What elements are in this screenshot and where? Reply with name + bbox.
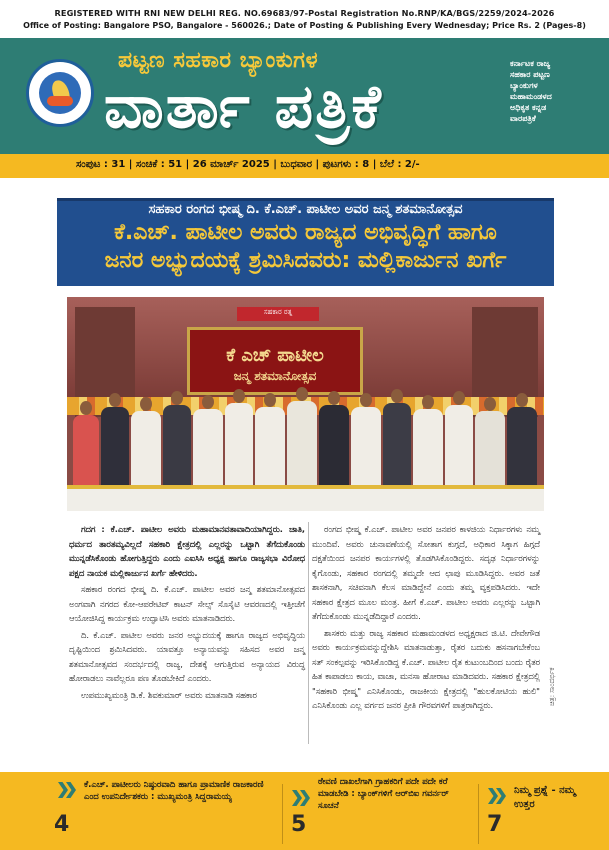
masthead-side-text (510, 58, 602, 124)
side-text-line: ಕರ್ನಾಟಕ ರಾಜ್ಯ (510, 59, 551, 68)
side-text-line: ಸಹಕಾರ ಪಟ್ಟಣ (510, 70, 550, 79)
teaser-divider (282, 784, 283, 844)
photo-banner-text-1: ಕೆ ಎಚ್ ಪಾಟೀಲ (226, 345, 324, 366)
photo-credit: ಚಿತ್ರ: ಸಾಂದರ್ಭಿಕ (548, 667, 556, 706)
photo-head (516, 393, 528, 407)
registration-line-2: Office of Posting: Bangalore PSO, Bangalore - 560026.; Date of Posting & Publishing Every Wednesday; Price Rs. 2 (Pages-8) (23, 21, 586, 30)
teaser-text[interactable]: ಠೇವಣಿ ದಾಖಲೆಗಾಗಿ ಗ್ರಾಹಕರಿಗೆ ಪದೇ ಪದೇ ಕರೆ ಮಾಡಬೇಡಿ : ಬ್ಯಾಂಕ್‌ಗಳಿಗೆ ಆರ್‌ಬಿಐ ಗವರ್ನರ್ ಸೂಚನೆ (318, 777, 449, 811)
article-paragraph: ಸಹಕಾರ ರಂಗದ ಭೀಷ್ಮ ದಿ. ಕೆ.ಎಚ್. ಪಾಟೀಲ ಅವರ ಜನ್ಮ ಶತಮಾನೋತ್ಸವದ ಅಂಗವಾಗಿ ನಗರದ ಕೋ-ಆಪರೇಟಿವ್ ಕಾಟನ್ ಸೇಲ್ಸ್ ಸೊಸೈಟಿ ಆವರಣದಲ್ಲಿ ಇತ್ತೀಚೆಗೆ ಆಯೋಜಿಸಿದ್ದ ಕಾರ್ಯಕ್ರಮ ಉದ್ಘಾಟಿಸಿ ಅವರು ಮಾತನಾಡಿದರು. (69, 584, 305, 623)
dateline: ಸಂಪುಟ : 31 | ಸಂಚಿಕೆ : 51 | 26 ಮಾರ್ಚ್ 2025 | ಬುಧವಾರ | ಪುಟಗಳು : 8 | ಬೆಲೆ : 2/- (76, 159, 420, 170)
photo-head (391, 389, 403, 403)
column-divider (308, 522, 309, 744)
photo-head (140, 397, 152, 411)
photo-person (445, 405, 473, 485)
registration-line-1: REGISTERED WITH RNI NEW DELHI REG. NO.69683/97-Postal Registration No.RNP/KA/BGS/2259/2024-2026 (54, 8, 555, 18)
photo-person (383, 403, 411, 485)
photo-person (101, 407, 129, 485)
photo-head (296, 387, 308, 401)
photo-person (225, 403, 253, 485)
article-paragraph: ಉಪಮುಖ್ಯಮಂತ್ರಿ ಡಿ.ಕೆ. ಶಿವಕುಮಾರ್ ಅವರು ಮಾತನಾಡಿ ಸಹಕಾರ (81, 689, 257, 700)
photo-sign-text: ಸಹಕಾರ ರತ್ನ (263, 308, 293, 316)
logo-emblem-icon (39, 72, 81, 114)
photo-person (413, 409, 443, 485)
chevron-right-icon (58, 780, 78, 800)
photo-person (287, 401, 317, 485)
photo-person (475, 411, 505, 485)
chevron-right-icon (292, 788, 312, 808)
teaser-page-number[interactable]: 7 (487, 812, 503, 837)
photo-head (422, 395, 434, 409)
photo-head (484, 397, 496, 411)
handshake-icon (47, 96, 73, 106)
photo-person (73, 415, 99, 485)
masthead-title: ವಾರ್ತಾ ಪತ್ರಿಕೆ (104, 72, 383, 142)
photo-head (453, 391, 465, 405)
article-paragraph: ಶಾಸಕರು ಮತ್ತು ರಾಜ್ಯ ಸಹಕಾರ ಮಹಾಮಂಡಳದ ಅಧ್ಯಕ್ಷರಾದ ಜಿ.ಟಿ. ದೇವೇಗೌಡ ಅವರು ಕಾರ್ಯಕ್ರಮವನ್ನುದ್ದೇಶಿಸಿ ಮಾತನಾಡುತ್ತಾ, ರೈತರ ಬದುಕು ಹಸನಾಗಬೇಕೆಂಬ ಸತ್ ಸಂಕಲ್ಪವನ್ನು ಇರಿಸಿಕೊಂಡಿದ್ದ ಕೆ.ಎಚ್. ಪಾಟೀಲ ರೈತ ಕುಟುಂಬದಿಂದ ಬಂದು ರೈತರ ಹಿತ ಕಾಪಾಡಲು ಕಾಯ, ವಾಚಾ, ಮನಸಾ ಹೋರಾಟ ಮಾಡಿದವರು. ಸಹಕಾರ ಕ್ಷೇತ್ರದಲ್ಲಿ "ಸಹಕಾರಿ ಭೀಷ್ಮ" ಎನಿಸಿಕೊಂಡು, ರಾಜಕೀಯ ಕ್ಷೇತ್ರದಲ್ಲಿ "ಹುಲಕೋಟಿಯ ಹುಲಿ" ಎನಿಸಿಕೊಂಡು ಎಲ್ಲ ವರ್ಗದ ಜನರ ಪ್ರೀತಿ ಗೌರವಗಳಿಗೆ ಪಾತ್ರರಾಗಿದ್ದರು. (312, 627, 540, 710)
article-column-1 (69, 522, 305, 704)
story-kicker: ಸಹಕಾರ ರಂಗದ ಭೀಷ್ಮ ದಿ. ಕೆ.ಎಚ್. ಪಾಟೀಲ ಅವರ ಜನ್ಮ ಶತಮಾನೋತ್ಸವ (148, 202, 463, 217)
photo-person (255, 407, 285, 485)
photo-person (193, 409, 223, 485)
photo-head (80, 401, 92, 415)
teaser-page-number[interactable]: 5 (291, 812, 307, 837)
side-text-line: ಅಧಿಕೃತ ಕನ್ನಡ (510, 103, 547, 112)
photo-head (233, 389, 245, 403)
chevron-right-icon (488, 786, 508, 806)
photo-person (507, 407, 537, 485)
event-photo (67, 297, 544, 511)
article-paragraph: ರಂಗದ ಭೀಷ್ಮ ಕೆ.ಎಚ್. ಪಾಟೀಲ ಅವರ ಜನಪರ ಕಾಳಜಿಯ ನಿರ್ಧಾರಗಳು ನಮ್ಮ ಮುಂದಿವೆ. ಅವರು ಚುನಾವಣೆಯಲ್ಲಿ ಸೋತಾಗ ಕುಗ್ಗದೆ, ಅಧಿಕಾರ ಸಿಕ್ಕಾಗ ಹಿಗ್ಗದೆ ದಕ್ಷತೆಯಿಂದ ಜನಪರ ಕಾರ್ಯಗಳಲ್ಲಿ ತೊಡಗಿಸಿಕೊಂಡಿದ್ದರು. ಸದೃಢ ನಿರ್ಧಾರಗಳನ್ನು ಕೈಗೊಂಡು, ಸಹಕಾರ ರಂಗದಲ್ಲಿ ತಮ್ಮದೇ ಆದ ಛಾಪು ಮೂಡಿಸಿದ್ದರು. ಅವರ ಜತೆ ಶಾಸಕನಾಗಿ, ಸಚಿವನಾಗಿ ಕೆಲಸ ಮಾಡಿದ್ದೇನೆ ಎಂದು ತಮ್ಮ ವ್ಯಕ್ತಪಡಿಸಿದರು. ಇದೇ ಸಹಕಾರ ಕ್ಷೇತ್ರದ ಮೂಲ ಮಂತ್ರ. ಹೀಗೆ ಕೆ.ಎಚ್. ಪಾಟೀಲ ಅವರು ಎಲ್ಲರನ್ನು ಒಟ್ಟಾಗಿ ತೆಗೆದುಕೊಂಡು ಮುನ್ನಡೆದಿದ್ದಾರೆ ಎಂದರು. (312, 524, 540, 621)
photo-head (202, 395, 214, 409)
masthead-subtitle: ಪಟ್ಟಣ ಸಹಕಾರ ಬ್ಯಾಂಕುಗಳ (118, 48, 319, 73)
side-text-line: ಬ್ಯಾಂಕುಗಳ (510, 81, 538, 90)
headline-line-2: ಜನರ ಅಭ್ಯುದಯಕ್ಕೆ ಶ್ರಮಿಸಿದವರು: ಮಲ್ಲಿಕಾರ್ಜುನ ಖರ್ಗೆ (104, 248, 507, 273)
photo-stage (67, 485, 544, 511)
photo-person (131, 411, 161, 485)
teaser-page-number[interactable]: 4 (54, 812, 70, 837)
photo-head (360, 393, 372, 407)
teaser-divider (478, 784, 479, 844)
headline-line-1: ಕೆ.ಎಚ್. ಪಾಟೀಲ ಅವರು ರಾಜ್ಯದ ಅಭಿವೃದ್ಧಿಗೆ ಹಾಗೂ (114, 220, 497, 245)
photo-head (264, 393, 276, 407)
teaser-text[interactable]: ನಿಮ್ಮ ಪ್ರಶ್ನೆ - ನಮ್ಮ ಉತ್ತರ (514, 785, 576, 810)
photo-banner-text-2: ಜನ್ಮ ಶತಮಾನೋತ್ಸವ (233, 369, 317, 383)
side-text-line: ವಾರಪತ್ರಿಕೆ (510, 114, 536, 123)
photo-person (319, 405, 349, 485)
photo-head (109, 393, 121, 407)
photo-person (351, 407, 381, 485)
photo-person (163, 405, 191, 485)
article-column-2 (312, 522, 540, 715)
photo-head (171, 391, 183, 405)
photo-crowd (67, 397, 544, 485)
article-paragraph: ದಿ. ಕೆ.ಎಚ್. ಪಾಟೀಲ ಅವರು ಜನರ ಅಭ್ಯುದಯಕ್ಕೆ ಹಾಗೂ ರಾಜ್ಯದ ಅಭಿವೃದ್ಧಿಯ ದೃಷ್ಟಿಯಿಂದ ಶ್ರಮಿಸಿದವರು. ಯಾವತ್ತೂ ಅನ್ಯಾಯವನ್ನು ಸಹಿಸದ ಅವರ ಜನ್ಮ ಶತಮಾನೋತ್ಸವದ ಸಂದರ್ಭದಲ್ಲಿ ರಾಜ್ಯ, ದೇಶಕ್ಕೆ ಆಗುತ್ತಿರುವ ಅನ್ಯಾಯದ ವಿರುದ್ಧ ಹೋರಾಡಲು ನಾವೆಲ್ಲರೂ ಪಣ ತೊಡಬೇಕಿದೆ ಎಂದರು. (69, 629, 305, 683)
photo-head (328, 391, 340, 405)
article-paragraph: ಗದಗ : ಕೆ.ಎಚ್. ಪಾಟೀಲ ಅವರು ಮಹಾಮಾನವತಾವಾದಿಯಾಗಿದ್ದರು. ಜಾತಿ, ಧರ್ಮದ ತಾರತಮ್ಯವಿಲ್ಲದೆ ಸಹಕಾರಿ ಕ್ಷೇತ್ರದಲ್ಲಿ ಎಲ್ಲರನ್ನು ಒಟ್ಟಾಗಿ ತೆಗೆದುಕೊಂಡು ಮುನ್ನಡೆಸಿಕೊಂಡು ಹೋಗುತ್ತಿದ್ದರು ಎಂದು ಎಐಸಿಸಿ ಅಧ್ಯಕ್ಷ ಹಾಗೂ ರಾಜ್ಯಸಭಾ ವಿರೋಧ ಪಕ್ಷದ ನಾಯಕ ಮಲ್ಲಿಕಾರ್ಜುನ ಖರ್ಗೆ ಹೇಳಿದರು. (69, 524, 305, 578)
teaser-text[interactable]: ಕೆ.ಎಚ್. ಪಾಟೀಲರು ನಿಷ್ಠುರವಾದಿ ಹಾಗೂ ಪ್ರಾಮಾಣಿಕ ರಾಜಕಾರಣಿ ಎಂದ ಉಪನಿರ್ದೇಶಕರು : ಮುಖ್ಯಮಂತ್ರಿ ಸಿದ್ದರಾಮಯ್ಯ (84, 780, 264, 802)
side-text-line: ಮಹಾಮಂಡಳದ (510, 92, 552, 101)
federation-logo (26, 59, 94, 127)
